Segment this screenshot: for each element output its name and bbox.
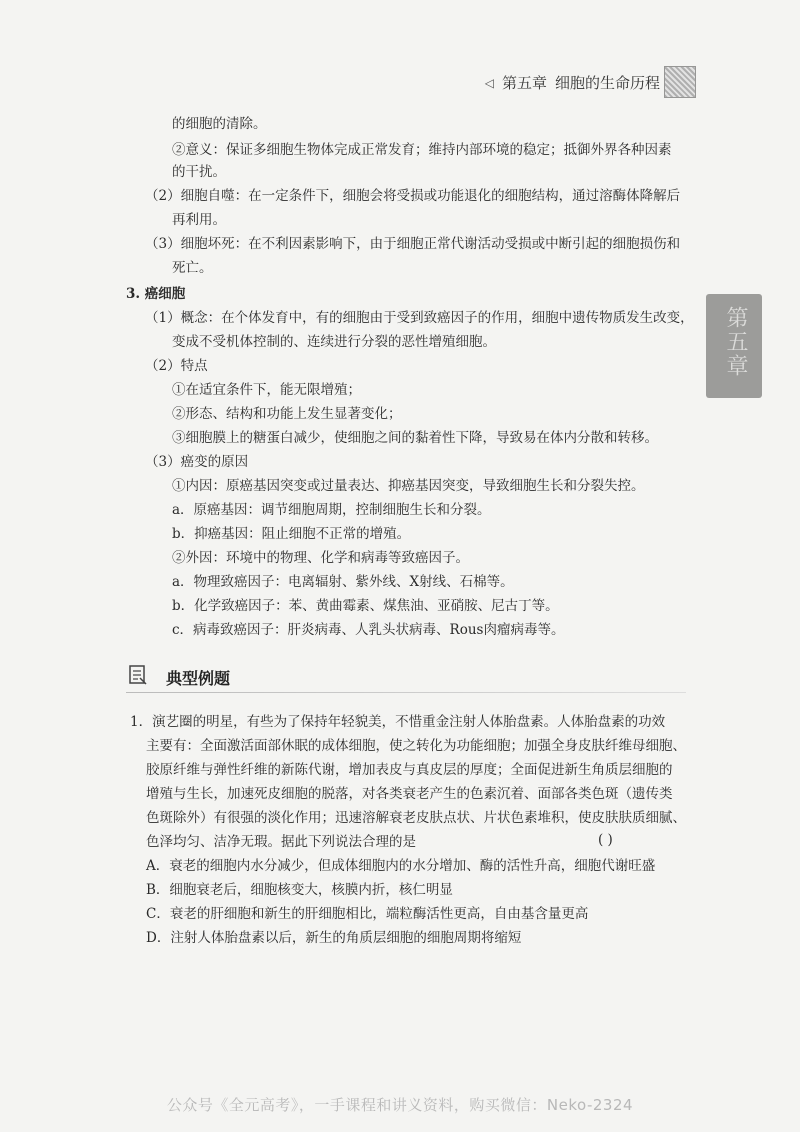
body-line: 再利用。 xyxy=(172,212,226,228)
question-line: 1．演艺圈的明星，有些为了保持年轻貌美，不惜重金注射人体胎盘素。人体胎盘素的功效 xyxy=(130,714,666,730)
body-line: （3）癌变的原因 xyxy=(145,454,249,470)
option-c: C．衰老的肝细胞和新生的肝细胞相比，端粒酶活性更高，自由基含量更高 xyxy=(146,906,589,922)
watermark-text: 公众号《全元高考》，一手课程和讲义资料，购买微信：Neko-2324 xyxy=(166,1096,634,1114)
body-line: b．化学致癌因子：苯、黄曲霉素、煤焦油、亚硝胺、尼古丁等。 xyxy=(172,598,559,614)
body-line: （1）概念：在个体发育中，有的细胞由于受到致癌因子的作用，细胞中遗传物质发生改变， xyxy=(145,310,694,326)
body-line: 的干扰。 xyxy=(172,164,226,180)
example-section-icon xyxy=(128,664,148,686)
body-line: ①内因：原癌基因突变或过量表达、抑癌基因突变，导致细胞生长和分裂失控。 xyxy=(172,478,645,494)
body-line: ②形态、结构和功能上发生显著变化； xyxy=(172,406,402,422)
body-line: ②意义：保证多细胞生物体完成正常发育；维持内部环境的稳定；抵御外界各种因素 xyxy=(172,142,672,158)
body-line: b．抑癌基因：阻止细胞不正常的增殖。 xyxy=(172,526,411,542)
page-header xyxy=(485,72,660,93)
question-line: 胶原纤维与弹性纤维的新陈代谢，增加表皮与真皮层的厚度；全面促进新生角质层细胞的 xyxy=(146,762,673,778)
chapter-side-tab xyxy=(706,294,762,398)
body-line: 的细胞的清除。 xyxy=(172,116,267,132)
body-line: （2）细胞自噬：在一定条件下，细胞会将受损或功能退化的细胞结构，通过溶酶体降解后 xyxy=(145,188,681,204)
body-line: ③细胞膜上的糖蛋白减少，使细胞之间的黏着性下降，导致易在体内分散和转移。 xyxy=(172,430,658,446)
header-marker: ◁ xyxy=(484,75,494,90)
heading-cancer-cell: 3. 癌细胞 xyxy=(126,286,186,302)
body-line: a．物理致癌因子：电离辐射、紫外线、X射线、石棉等。 xyxy=(172,574,514,590)
header-decoration-icon xyxy=(664,66,696,98)
body-line: ①在适宜条件下，能无限增殖； xyxy=(172,382,361,398)
option-a: A．衰老的细胞内水分减少，但成体细胞内的水分增加、酶的活性升高，细胞代谢旺盛 xyxy=(146,858,656,874)
question-line: 主要有：全面激活面部休眠的成体细胞，使之转化为功能细胞；加强全身皮肤纤维母细胞、 xyxy=(146,738,686,754)
body-line: （3）细胞坏死：在不利因素影响下，由于细胞正常代谢活动受损或中断引起的细胞损伤和 xyxy=(145,236,681,252)
body-line: （2）特点 xyxy=(145,358,208,374)
answer-paren: ( ) xyxy=(598,832,613,848)
body-line: 变成不受机体控制的、连续进行分裂的恶性增殖细胞。 xyxy=(172,334,496,350)
body-line: a．原癌基因：调节细胞周期，控制细胞生长和分裂。 xyxy=(172,502,491,518)
chapter-number: 第五章 xyxy=(501,74,547,92)
question-line: 色泽均匀、洁净无瑕。据此下列说法合理的是 xyxy=(146,834,416,850)
question-line: 增殖与生长，加速死皮细胞的脱落，对各类衰老产生的色素沉着、面部各类色斑（遗传类 xyxy=(146,786,673,802)
question-line: 色斑除外）有很强的淡化作用；迅速溶解衰老皮肤点状、片状色素堆积，使皮肤肤质细腻、 xyxy=(146,810,686,826)
option-d: D．注射人体胎盘素以后，新生的角质层细胞的细胞周期将缩短 xyxy=(146,930,522,946)
section-divider xyxy=(126,692,686,693)
body-line: ②外因：环境中的物理、化学和病毒等致癌因子。 xyxy=(172,550,469,566)
option-b: B．细胞衰老后，细胞核变大，核膜内折，核仁明显 xyxy=(146,882,453,898)
side-tab-label: 第五章 xyxy=(723,306,748,378)
body-line: 死亡。 xyxy=(172,260,213,276)
chapter-title: 细胞的生命历程 xyxy=(554,74,660,92)
body-line: c．病毒致癌因子：肝炎病毒、人乳头状病毒、Rous肉瘤病毒等。 xyxy=(172,622,565,638)
section-title: 典型例题 xyxy=(166,669,231,688)
